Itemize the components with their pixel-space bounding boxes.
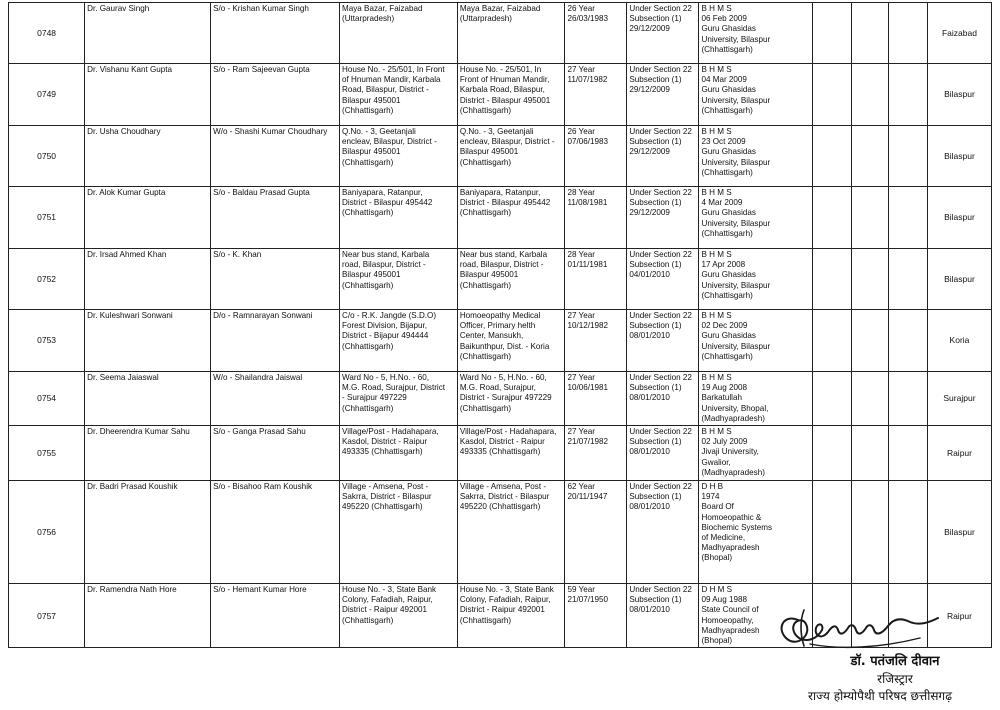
district: Raipur [927,426,991,481]
reg-number: 0755 [9,426,85,481]
district: Surajpur [927,372,991,426]
district: Bilaspur [927,187,991,249]
reg-number: 0757 [9,584,85,648]
qualification: B H M S 23 Oct 2009 Guru Ghasidas University, Bilaspur (Chhattisgarh) [699,126,813,187]
blank-cell [813,426,852,481]
permanent-address: Maya Bazar, Faizabad (Uttarpradesh) [340,3,458,64]
registration-section: Under Section 22 Subsection (1) 08/01/2010 [627,372,699,426]
age-dob: 28 Year 11/08/1981 [565,187,627,249]
reg-number: 0750 [9,126,85,187]
permanent-address: Near bus stand, Karbala road, Bilaspur, District - Bilaspur 495001 (Chhattisgarh) [340,249,458,310]
age-dob: 62 Year 20/11/1947 [565,481,627,584]
relation: S/o - Bisahoo Ram Koushik [211,481,340,584]
age-dob: 27 Year 10/12/1982 [565,310,627,372]
relation: S/o - Hemant Kumar Hore [211,584,340,648]
blank-cell [889,426,928,481]
qualification: D H B 1974 Board Of Homoeopathic & Biochemic Systems of Medicine, Madhyapradesh (Bhopal) [699,481,813,584]
blank-cell [851,481,889,584]
qualification: B H M S 04 Mar 2009 Guru Ghasidas University, Bilaspur (Chhattisgarh) [699,64,813,126]
registrar-name: डॉ. पतंजलि दीवान [850,654,940,669]
reg-number: 0752 [9,249,85,310]
blank-cell [813,64,852,126]
age-dob: 27 Year 10/06/1981 [565,372,627,426]
blank-cell [851,3,889,64]
registration-section: Under Section 22 Subsection (1) 08/01/2010 [627,310,699,372]
doctor-name: Dr. Alok Kumar Gupta [85,187,211,249]
blank-cell [889,3,928,64]
blank-cell [813,310,852,372]
registration-section: Under Section 22 Subsection (1) 08/01/2010 [627,481,699,584]
age-dob: 28 Year 01/11/1981 [565,249,627,310]
council-name: राज्य होम्योपैथी परिषद छत्तीसगढ़ [808,689,952,703]
permanent-address: Q.No. - 3, Geetanjali encleav, Bilaspur, District - Bilaspur 495001 (Chhattisgarh) [340,126,458,187]
district: Bilaspur [927,249,991,310]
registration-section: Under Section 22 Subsection (1) 08/01/2010 [627,426,699,481]
blank-cell [851,64,889,126]
district: Bilaspur [927,126,991,187]
reg-number: 0756 [9,481,85,584]
blank-cell [813,481,852,584]
registration-section: Under Section 22 Subsection (1) 29/12/2009 [627,64,699,126]
permanent-address: C/o - R.K. Jangde (S.D.O) Forest Division, Bijapur, District - Bijapur 494444 (Chhattisgarh) [340,310,458,372]
reg-number: 0749 [9,64,85,126]
relation: S/o - Ram Sajeevan Gupta [211,64,340,126]
blank-cell [851,310,889,372]
relation: W/o - Shailandra Jaiswal [211,372,340,426]
district: Bilaspur [927,64,991,126]
reg-number: 0754 [9,372,85,426]
blank-cell [813,249,852,310]
blank-cell [851,372,889,426]
table-row [9,481,992,584]
reg-number: 0753 [9,310,85,372]
table-row [9,187,992,249]
blank-cell [813,372,852,426]
blank-cell [889,372,928,426]
doctor-name: Dr. Seema Jaiaswal [85,372,211,426]
blank-cell [889,126,928,187]
reg-number: 0748 [9,3,85,64]
table-row [9,372,992,426]
qualification: D H M S 09 Aug 1988 State Council of Homoeopathy, Madhyapradesh (Bhopal) [699,584,813,648]
table-row [9,310,992,372]
qualification: B H M S 06 Feb 2009 Guru Ghasidas University, Bilaspur (Chhattisgarh) [699,3,813,64]
blank-cell [851,249,889,310]
table-row [9,3,992,64]
permanent-address: Ward No - 5, H.No. - 60, M.G. Road, Surajpur, District - Surajpur 497229 (Chhattisgarh) [340,372,458,426]
district: Faizabad [927,3,991,64]
district: Bilaspur [927,481,991,584]
blank-cell [813,3,852,64]
current-address: Maya Bazar, Faizabad (Uttarpradesh) [457,3,565,64]
table-row [9,426,992,481]
permanent-address: Baniyapara, Ratanpur, District - Bilaspur 495442 (Chhattisgarh) [340,187,458,249]
current-address: Homoeopathy Medical Officer, Primary helth Center, Mansukh, Baikunthpur, Dist. - Koria (Chhattisgarh) [457,310,565,372]
table-row [9,126,992,187]
registration-section: Under Section 22 Subsection (1) 29/12/2009 [627,187,699,249]
permanent-address: House No. - 3, State Bank Colony, Fafadiah, Raipur, District - Raipur 492001 (Chhattisgarh) [340,584,458,648]
relation: D/o - Ramnarayan Sonwani [211,310,340,372]
doctor-name: Dr. Gaurav Singh [85,3,211,64]
blank-cell [889,249,928,310]
blank-cell [851,426,889,481]
blank-cell [851,126,889,187]
table-body [9,3,992,648]
blank-cell [889,481,928,584]
blank-cell [889,64,928,126]
registration-table [8,2,992,648]
doctor-name: Dr. Dheerendra Kumar Sahu [85,426,211,481]
registration-section: Under Section 22 Subsection (1) 04/01/2010 [627,249,699,310]
doctor-name: Dr. Vishanu Kant Gupta [85,64,211,126]
current-address: Baniyapara, Ratanpur, District - Bilaspur 495442 (Chhattisgarh) [457,187,565,249]
doctor-name: Dr. Irsad Ahmed Khan [85,249,211,310]
qualification: B H M S 17 Apr 2008 Guru Ghasidas University, Bilaspur (Chhattisgarh) [699,249,813,310]
current-address: House No. - 3, State Bank Colony, Fafadiah, Raipur, District - Raipur 492001 (Chhattisgarh) [457,584,565,648]
doctor-name: Dr. Ramendra Nath Hore [85,584,211,648]
current-address: Village/Post - Hadahapara, Kasdol, District - Raipur 493335 (Chhattisgarh) [457,426,565,481]
qualification: B H M S 19 Aug 2008 Barkatullah University, Bhopal, (Madhyapradesh) [699,372,813,426]
age-dob: 27 Year 21/07/1982 [565,426,627,481]
relation: S/o - Ganga Prasad Sahu [211,426,340,481]
handwritten-signature [770,598,970,658]
table-row [9,64,992,126]
registration-section: Under Section 22 Subsection (1) 29/12/2009 [627,3,699,64]
age-dob: 59 Year 21/07/1950 [565,584,627,648]
registration-section: Under Section 22 Subsection (1) 08/01/2010 [627,584,699,648]
blank-cell [813,187,852,249]
district: Raipur [927,584,991,648]
relation: S/o - Krishan Kumar Singh [211,3,340,64]
age-dob: 27 Year 11/07/1982 [565,64,627,126]
blank-cell [813,126,852,187]
qualification: B H M S 4 Mar 2009 Guru Ghasidas University, Bilaspur (Chhattisgarh) [699,187,813,249]
blank-cell [889,310,928,372]
doctor-name: Dr. Usha Choudhary [85,126,211,187]
permanent-address: Village/Post - Hadahapara, Kasdol, District - Raipur 493335 (Chhattisgarh) [340,426,458,481]
qualification: B H M S 02 July 2009 Jivaji University, Gwalior, (Madhyapradesh) [699,426,813,481]
current-address: Ward No - 5, H.No. - 60, M.G. Road, Surajpur, District - Surajpur 497229 (Chhattisgarh) [457,372,565,426]
current-address: Near bus stand, Karbala road, Bilaspur, District - Bilaspur 495001 (Chhattisgarh) [457,249,565,310]
district: Koria [927,310,991,372]
doctor-name: Dr. Badri Prasad Koushik [85,481,211,584]
permanent-address: Village - Amsena, Post - Sakrra, District - Bilaspur 495220 (Chhattisgarh) [340,481,458,584]
registrar-title: रजिस्ट्रार [877,672,913,686]
table-row [9,249,992,310]
relation: S/o - Baldau Prasad Gupta [211,187,340,249]
permanent-address: House No. - 25/501, In Front of Hnuman Mandir, Karbala Road, Bilaspur, District - Bilaspur 495001 (Chhattisgarh) [340,64,458,126]
registration-section: Under Section 22 Subsection (1) 29/12/2009 [627,126,699,187]
relation: S/o - K. Khan [211,249,340,310]
current-address: Q.No. - 3, Geetanjali encleav, Bilaspur, District - Bilaspur 495001 (Chhattisgarh) [457,126,565,187]
reg-number: 0751 [9,187,85,249]
current-address: Village - Amsena, Post - Sakrra, District - Bilaspur 495220 (Chhattisgarh) [457,481,565,584]
blank-cell [851,187,889,249]
current-address: House No. - 25/501, In Front of Hnuman Mandir, Karbala Road, Bilaspur, District - Bilaspur 495001 (Chhattisgarh) [457,64,565,126]
qualification: B H M S 02 Dec 2009 Guru Ghasidas University, Bilaspur (Chhattisgarh) [699,310,813,372]
blank-cell [889,187,928,249]
age-dob: 26 Year 07/06/1983 [565,126,627,187]
age-dob: 26 Year 26/03/1983 [565,3,627,64]
doctor-name: Dr. Kuleshwari Sonwani [85,310,211,372]
relation: W/o - Shashi Kumar Choudhary [211,126,340,187]
